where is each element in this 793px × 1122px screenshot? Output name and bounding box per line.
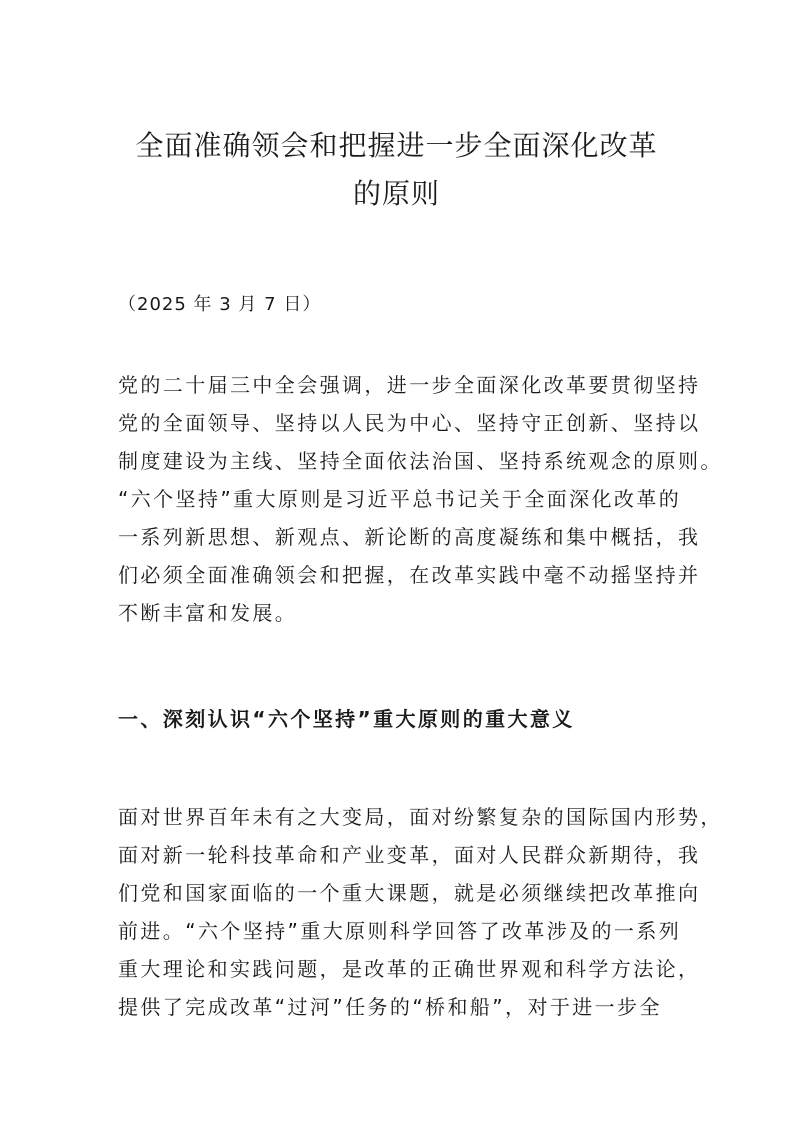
document-title-line-1: 全面准确领会和把握进一步全面深化改革: [135, 129, 658, 162]
paragraph-line: 面对世界百年未有之大变局，面对纷繁复杂的国际国内形势，: [118, 805, 723, 829]
paragraph-line: “六个坚持”重大原则是习近平总书记关于全面深化改革的: [118, 487, 682, 511]
paragraph-line: 重大理论和实践问题，是改革的正确世界观和科学方法论，: [118, 957, 701, 981]
paragraph-line: 提供了完成改革“过河”任务的“桥和船”，对于进一步全: [118, 995, 662, 1019]
paragraph-line: 不断丰富和发展。: [118, 601, 298, 625]
document-title-line-2: 的原则: [352, 177, 440, 210]
section-1-paragraph: [118, 798, 723, 1026]
paragraph-line: 面对新一轮科技革命和产业变革，面对人民群众新期待，我: [118, 843, 701, 867]
paragraph-line: 前进。“六个坚持”重大原则科学回答了改革涉及的一系列: [118, 919, 682, 943]
paragraph-line: 一系列新思想、新观点、新论断的高度凝练和集中概括，我: [118, 525, 701, 549]
paragraph-line: 们党和国家面临的一个重大课题，就是必须继续把改革推向: [118, 881, 701, 905]
paragraph-line: 制度建设为主线、坚持全面依法治国、坚持系统观念的原则。: [118, 449, 723, 473]
paragraph-line: 们必须全面准确领会和把握，在改革实践中毫不动摇坚持并: [118, 563, 701, 587]
intro-paragraph: [118, 366, 723, 632]
paragraph-line: 党的全面领导、坚持以人民为中心、坚持守正创新、坚持以: [118, 411, 701, 435]
section-heading-1: 一、深刻认识“六个坚持”重大原则的重大意义: [118, 707, 575, 731]
document-date: （2025 年 3 月 7 日）: [118, 294, 322, 315]
paragraph-line: 党的二十届三中全会强调，进一步全面深化改革要贯彻坚持: [118, 373, 701, 397]
